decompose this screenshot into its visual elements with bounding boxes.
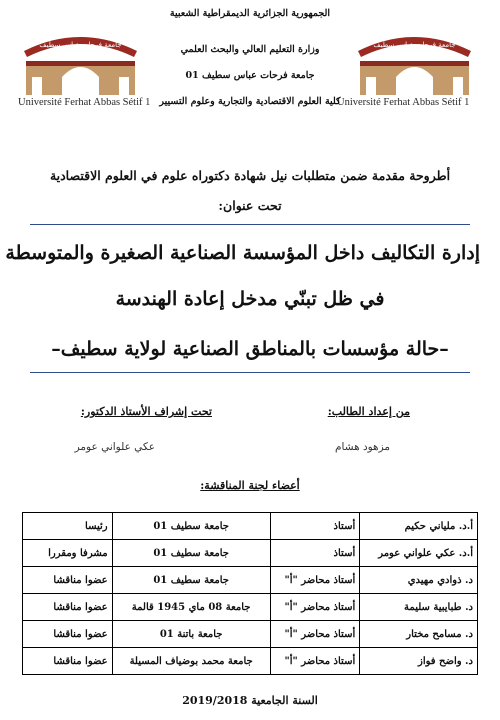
student-name: مزهود هشام (335, 441, 390, 453)
table-row (23, 648, 478, 675)
jury-member-institution: جامعة باتنة 01 (112, 621, 270, 648)
jury-label: أعضاء لجنة المناقشة: (200, 479, 300, 492)
university-name-ar: جامعة فرحات عباس سطيف 01 (185, 70, 315, 81)
jury-table-wrapper (22, 512, 478, 675)
jury-member-role: عضوا مناقشا (23, 621, 113, 648)
table-row (23, 567, 478, 594)
university-arch-logo-left (18, 25, 143, 97)
supervisor-label: تحت إشراف الأستاذ الدكتور: (80, 405, 212, 418)
logo-banner-text: جامعة فرحات عباس سطيف (39, 41, 122, 49)
university-logo-left (18, 25, 143, 101)
title-bottom-rule (30, 372, 470, 373)
jury-member-rank: أستاذ محاضر "أ" (270, 648, 360, 675)
jury-member-name: أ.د. عكي علواني عومر (360, 540, 478, 567)
under-title-label: تحت عنوان: (218, 198, 282, 213)
thesis-title-line-1: إدارة التكاليف داخل المؤسسة الصناعية الصغيرة والمتوسطة (5, 242, 480, 264)
academic-year: السنة الجامعية 2019/2018 (182, 694, 318, 707)
jury-member-institution: جامعة 08 ماي 1945 قالمة (112, 594, 270, 621)
jury-member-role: عضوا مناقشا (23, 594, 113, 621)
supervisor-name: عكي علواني عومر (74, 441, 155, 453)
ministry-name: وزارة التعليم العالي والبحث العلمي (180, 44, 320, 55)
title-top-rule (30, 224, 470, 225)
jury-member-rank: أستاذ (270, 540, 360, 567)
university-name-fr-left: Université Ferhat Abbas Sétif 1 (18, 97, 151, 108)
thesis-submission-line: أطروحة مقدمة ضمن متطلبات نيل شهادة دكتوراه علوم في العلوم الاقتصادية (49, 168, 451, 183)
jury-member-name: د. طبايبية سليمة (360, 594, 478, 621)
thesis-title-line-2: في ظل تبنّي مدخل إعادة الهندسة (115, 288, 385, 310)
jury-member-rank: أستاذ محاضر "أ" (270, 594, 360, 621)
university-name-fr-right: Université Ferhat Abbas Sétif 1 (337, 97, 470, 108)
student-label: من إعداد الطالب: (327, 405, 410, 418)
table-row (23, 540, 478, 567)
university-logo-right (352, 25, 477, 101)
jury-member-role: عضوا مناقشا (23, 648, 113, 675)
table-row (23, 621, 478, 648)
jury-member-institution: جامعة محمد بوضياف المسيلة (112, 648, 270, 675)
jury-member-name: أ.د. ملياني حكيم (360, 513, 478, 540)
jury-member-name: د. ذوادي مهيدي (360, 567, 478, 594)
table-row (23, 513, 478, 540)
jury-member-rank: أستاذ محاضر "أ" (270, 567, 360, 594)
jury-member-rank: أستاذ (270, 513, 360, 540)
jury-member-role: عضوا مناقشا (23, 567, 113, 594)
republic-name: الجمهورية الجزائرية الديمقراطية الشعبية (169, 8, 331, 19)
jury-member-role: رئيسا (23, 513, 113, 540)
thesis-title-line-3: –حالة مؤسسات بالمناطق الصناعية لولاية سطيف– (51, 338, 449, 360)
jury-member-institution: جامعة سطيف 01 (112, 567, 270, 594)
university-arch-logo-right (352, 25, 477, 97)
jury-member-institution: جامعة سطيف 01 (112, 540, 270, 567)
jury-member-role: مشرفا ومقررا (23, 540, 113, 567)
faculty-name: كلية العلوم الاقتصادية والتجارية وعلوم التسيير (159, 96, 341, 107)
jury-table (22, 512, 478, 675)
jury-member-institution: جامعة سطيف 01 (112, 513, 270, 540)
jury-member-name: د. مسامح مختار (360, 621, 478, 648)
jury-member-rank: أستاذ محاضر "أ" (270, 621, 360, 648)
jury-member-name: د. واضح فواز (360, 648, 478, 675)
logo-banner-text: جامعة فرحات عباس سطيف (373, 41, 456, 49)
table-row (23, 594, 478, 621)
